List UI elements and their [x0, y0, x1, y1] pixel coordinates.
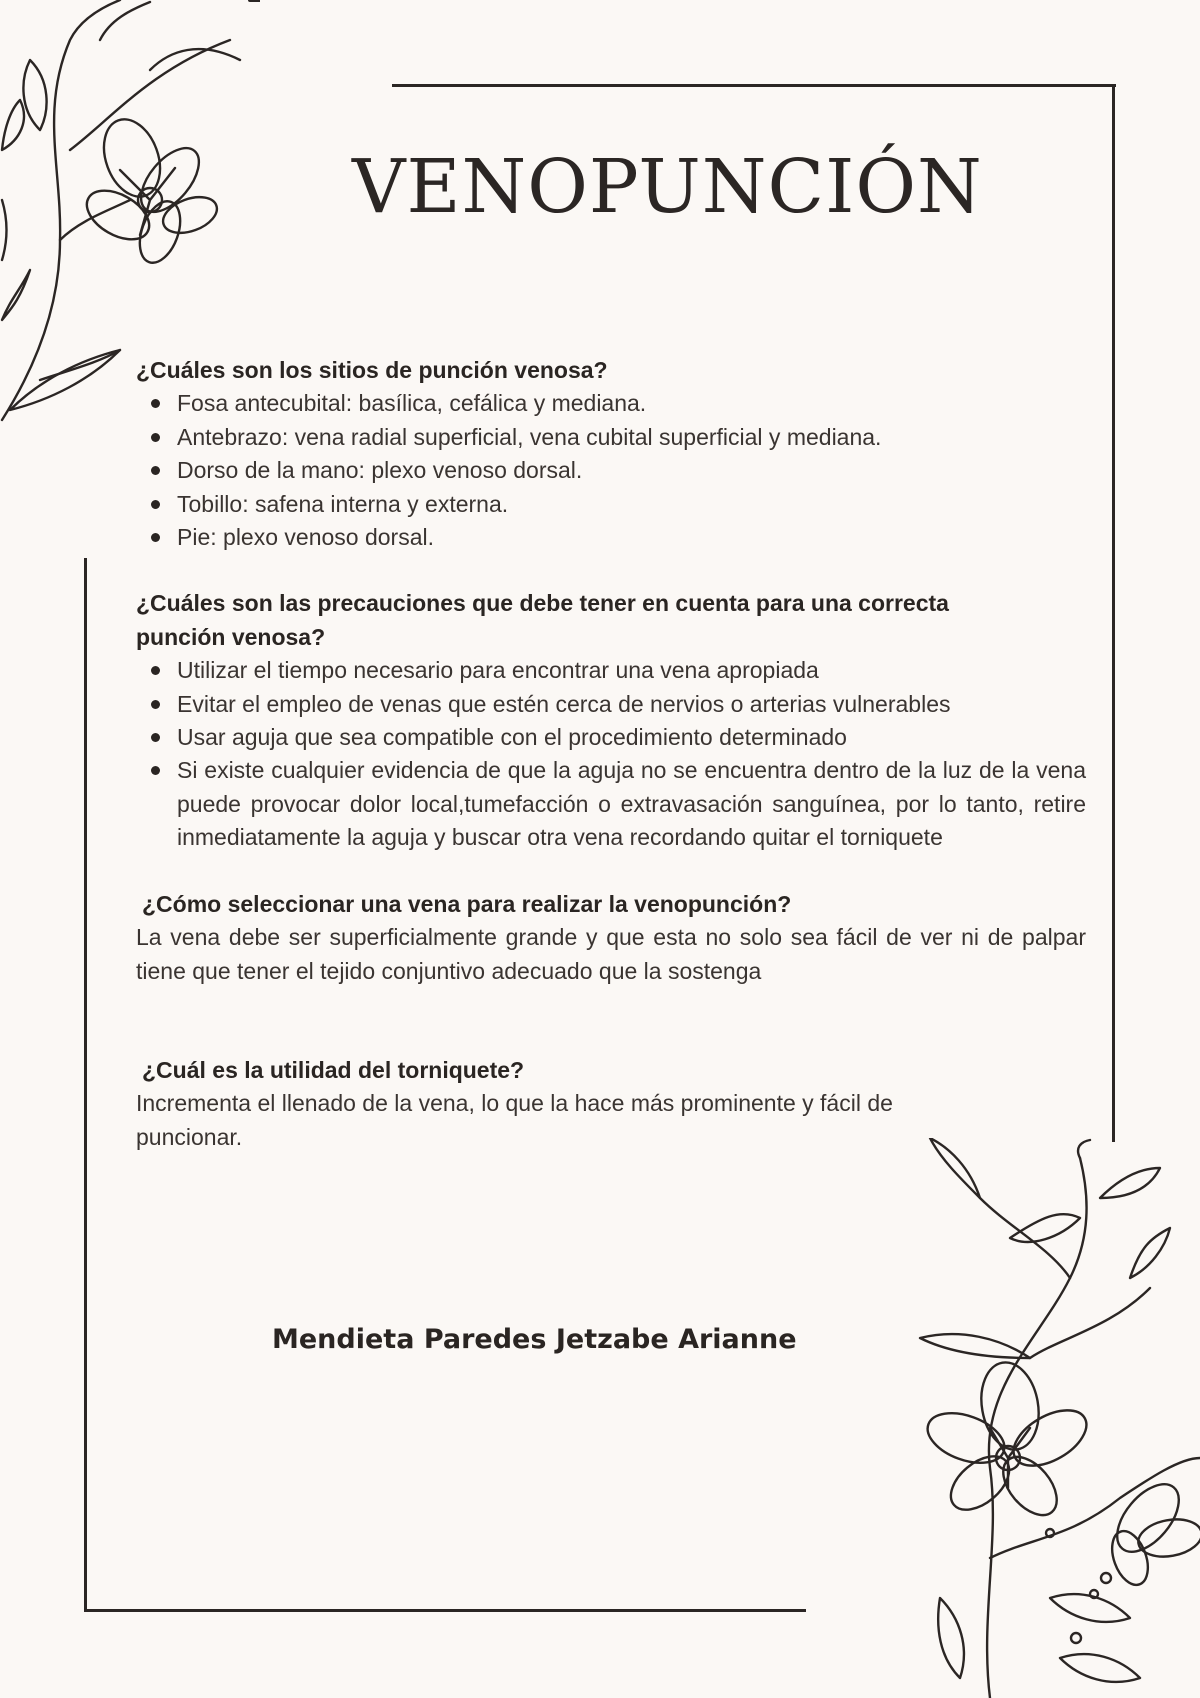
spacer [136, 988, 1086, 1054]
list-item: Tobillo: safena interna y externa. [136, 488, 1086, 521]
list-item: Pie: plexo venoso dorsal. [136, 521, 1086, 554]
content-body [136, 354, 1086, 1154]
section-question: ¿Cuál es la utilidad del torniquete? [142, 1056, 525, 1083]
frame-left-line [84, 558, 87, 1612]
list-item: Usar aguja que sea compatible con el procedimiento determinado [136, 721, 1086, 754]
section-question: ¿Cómo seleccionar una vena para realizar la venopunción? [142, 890, 792, 917]
list-item: Antebrazo: vena radial superficial, vena cubital superficial y mediana. [136, 421, 1086, 454]
frame-bottom-line [84, 1609, 806, 1612]
page-title: VENOPUNCIÓN [352, 144, 983, 230]
author-name: Mendieta Paredes Jetzabe Arianne [272, 1324, 797, 1355]
floral-bottom-right-decoration [880, 1138, 1200, 1698]
section-answer: Incrementa el llenado de la vena, lo que la hace más prominente y fácil de puncionar. [136, 1090, 893, 1150]
list-item: Evitar el empleo de venas que estén cerca de nervios o arterias vulnerables [136, 688, 1086, 721]
frame-right-line [1112, 84, 1115, 1142]
spacer [136, 855, 1086, 888]
list-item: Utilizar el tiempo necesario para encontrar una vena apropiada [136, 654, 1086, 687]
section-question: ¿Cuáles son los sitios de punción venosa? [136, 357, 608, 383]
list-item: Dorso de la mano: plexo venoso dorsal. [136, 454, 1086, 487]
list-item: Si existe cualquier evidencia de que la aguja no se encuentra dentro de la luz de la vena puede provocar dolor local,tumefacción o extravasación sanguínea, por lo tanto, retire inmediatamente la aguja y buscar otra vena recordando quitar el torniquete [136, 754, 1086, 854]
spacer [136, 554, 1086, 587]
section-answer: La vena debe ser superficialmente grande y que esta no solo sea fácil de ver ni de palpar tiene que tener el tejido conjuntivo adecuado que la sostenga [136, 924, 1086, 984]
bullet-list [136, 387, 1086, 554]
list-item: Fosa antecubital: basílica, cefálica y mediana. [136, 387, 1086, 420]
frame-top-line [392, 84, 1116, 87]
bullet-list [136, 654, 1086, 854]
section-question: ¿Cuáles son las precauciones que debe tener en cuenta para una correcta punción venosa? [136, 590, 949, 650]
